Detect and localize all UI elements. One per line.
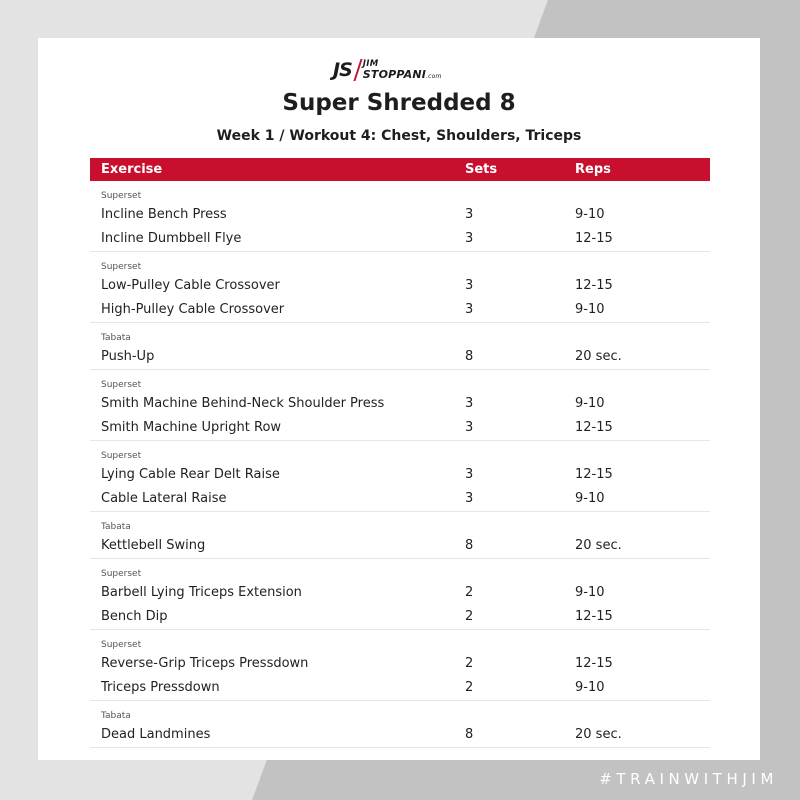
logo-brand-line1: JIM <box>362 59 379 70</box>
logo-mark: JS <box>333 58 352 81</box>
table-row <box>90 534 710 558</box>
group-label <box>90 630 710 652</box>
table-row <box>90 605 710 629</box>
exercise-group <box>90 701 710 748</box>
exercise-group <box>90 512 710 559</box>
exercise-name: Smith Machine Upright Row <box>101 420 282 435</box>
exercise-name: Incline Dumbbell Flye <box>101 231 242 246</box>
reps-value: 9-10 <box>575 585 605 600</box>
sets-value: 2 <box>465 609 474 624</box>
exercise-group <box>90 441 710 512</box>
table-row <box>90 487 710 511</box>
reps-value: 12-15 <box>575 231 613 246</box>
exercise-group <box>90 370 710 441</box>
exercise-name: Lying Cable Rear Delt Raise <box>101 467 280 482</box>
sets-value: 2 <box>465 585 474 600</box>
exercise-name: Incline Bench Press <box>101 207 227 222</box>
exercise-group <box>90 559 710 630</box>
table-row <box>90 676 710 700</box>
reps-value: 12-15 <box>575 656 613 671</box>
table-row <box>90 652 710 676</box>
sets-value: 3 <box>465 396 474 411</box>
reps-value: 12-15 <box>575 467 613 482</box>
reps-value: 9-10 <box>575 491 605 506</box>
jim-stoppani-logo <box>333 58 473 82</box>
table-header <box>90 158 710 181</box>
exercise-group <box>90 323 710 370</box>
reps-value: 12-15 <box>575 278 613 293</box>
group-label-text: Tabata <box>101 333 131 343</box>
workout-subtitle: Week 1 / Workout 4: Chest, Shoulders, Triceps <box>216 128 582 144</box>
exercise-name: Bench Dip <box>101 609 168 624</box>
exercise-table-body <box>90 181 710 748</box>
exercise-group <box>90 630 710 701</box>
group-label <box>90 252 710 274</box>
sets-value: 3 <box>465 467 474 482</box>
exercise-name: Cable Lateral Raise <box>101 491 227 506</box>
reps-value: 20 sec. <box>575 727 622 742</box>
group-label-text: Superset <box>101 640 142 650</box>
page-title: Super Shredded 8 <box>282 90 516 116</box>
exercise-name: Smith Machine Behind-Neck Shoulder Press <box>101 396 385 411</box>
logo-brand-line2: STOPPANI.com <box>362 67 442 81</box>
table-row <box>90 463 710 487</box>
sets-value: 3 <box>465 302 474 317</box>
sets-value: 3 <box>465 278 474 293</box>
group-label-text: Superset <box>101 451 142 461</box>
exercise-name: Low-Pulley Cable Crossover <box>101 278 280 293</box>
table-row <box>90 274 710 298</box>
reps-value: 12-15 <box>575 420 613 435</box>
sets-value: 8 <box>465 727 474 742</box>
group-label <box>90 559 710 581</box>
logo-brand <box>363 60 442 80</box>
table-row <box>90 392 710 416</box>
group-label-text: Superset <box>101 569 142 579</box>
sets-value: 8 <box>465 349 474 364</box>
group-label <box>90 181 710 203</box>
group-label-text: Tabata <box>101 711 131 721</box>
group-label-text: Superset <box>101 380 142 390</box>
exercise-group <box>90 181 710 252</box>
reps-value: 20 sec. <box>575 538 622 553</box>
sets-value: 3 <box>465 491 474 506</box>
group-label <box>90 370 710 392</box>
reps-value: 9-10 <box>575 396 605 411</box>
reps-value: 9-10 <box>575 302 605 317</box>
group-label-text: Superset <box>101 191 142 201</box>
table-row <box>90 345 710 369</box>
exercise-name: Kettlebell Swing <box>101 538 206 553</box>
header-exercise: Exercise <box>101 162 163 177</box>
group-label <box>90 701 710 723</box>
table-row <box>90 416 710 440</box>
exercise-name: Triceps Pressdown <box>101 680 220 695</box>
reps-value: 20 sec. <box>575 349 622 364</box>
table-row <box>90 227 710 251</box>
group-label <box>90 512 710 534</box>
table-row <box>90 581 710 605</box>
group-label <box>90 323 710 345</box>
header-sets: Sets <box>465 162 498 177</box>
logo-slash <box>353 59 362 81</box>
sets-value: 2 <box>465 680 474 695</box>
exercise-name: Push-Up <box>101 349 155 364</box>
sets-value: 8 <box>465 538 474 553</box>
group-label-text: Tabata <box>101 522 131 532</box>
group-label <box>90 441 710 463</box>
sets-value: 2 <box>465 656 474 671</box>
table-row <box>90 203 710 227</box>
hashtag: #TRAINWITHJIM <box>599 770 778 788</box>
reps-value: 12-15 <box>575 609 613 624</box>
exercise-name: High-Pulley Cable Crossover <box>101 302 285 317</box>
exercise-name: Dead Landmines <box>101 727 211 742</box>
table-row <box>90 298 710 322</box>
reps-value: 9-10 <box>575 680 605 695</box>
exercise-name: Barbell Lying Triceps Extension <box>101 585 302 600</box>
group-label-text: Superset <box>101 262 142 272</box>
sets-value: 3 <box>465 231 474 246</box>
workout-card <box>38 38 760 760</box>
exercise-name: Reverse-Grip Triceps Pressdown <box>101 656 309 671</box>
reps-value: 9-10 <box>575 207 605 222</box>
sets-value: 3 <box>465 420 474 435</box>
sets-value: 3 <box>465 207 474 222</box>
exercise-group <box>90 252 710 323</box>
header-reps: Reps <box>575 162 611 177</box>
table-row <box>90 723 710 747</box>
